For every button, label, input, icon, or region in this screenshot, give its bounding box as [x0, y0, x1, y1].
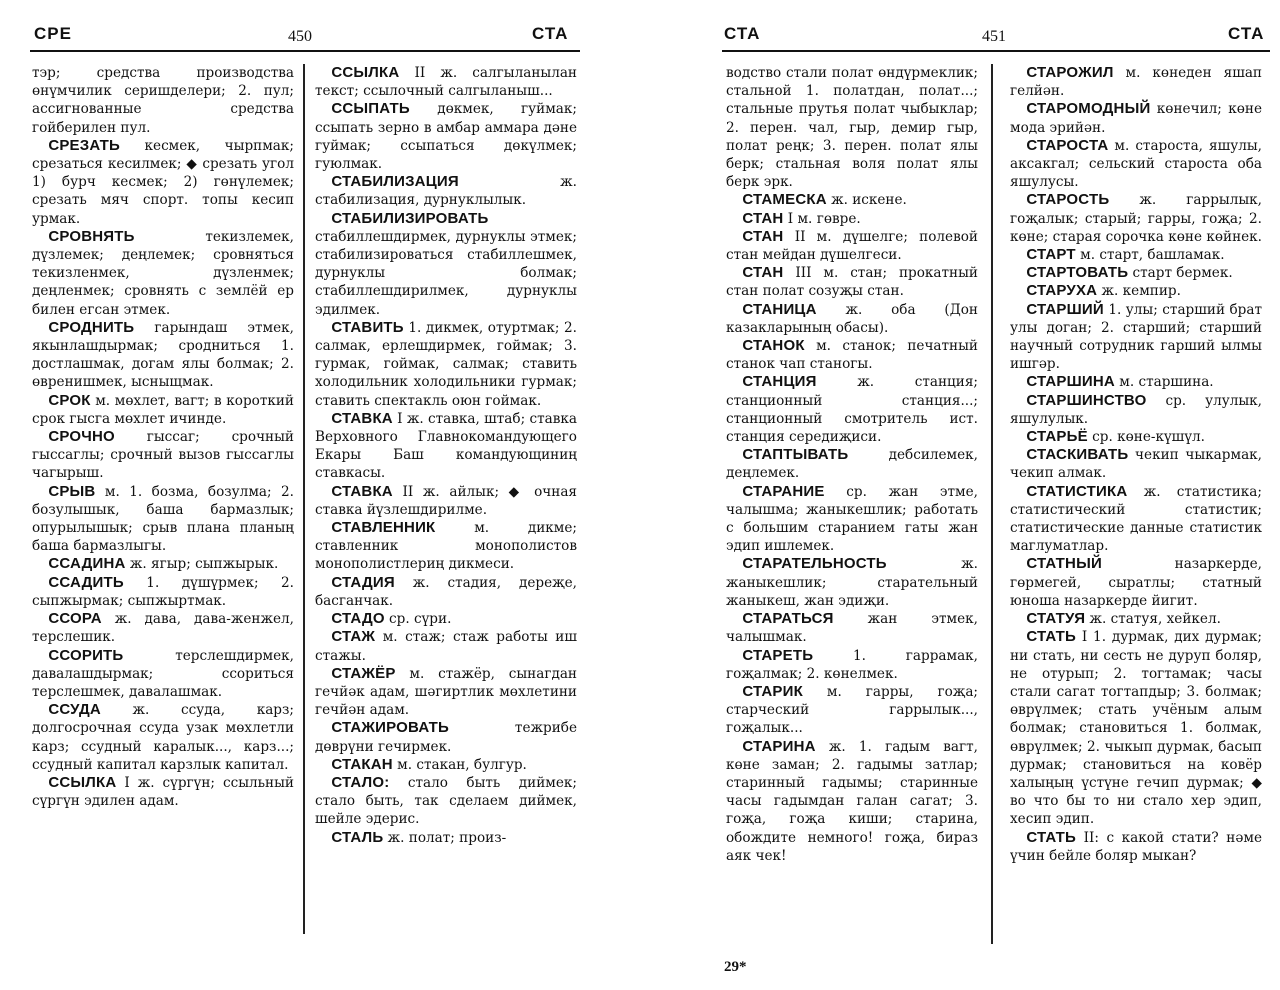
entry-definition: кесмек, чырпмак; срезаться кесилмек; ◆ срезать угол 1) бурч кесмек; 2) гөнүлемек; срезать мяч спорт. топы кесип урмак.: [32, 137, 294, 227]
entry-headword: СТАНИЦА: [742, 300, 817, 318]
entry-headword: СТАРОСТЬ: [1026, 191, 1110, 209]
entry-definition: ср. көне-күшүл.: [1087, 429, 1205, 446]
entry-definition: стало быть диймек; стало быть, так сделаем диймек, шейле эдерис.: [315, 774, 577, 828]
entry-headword: СТАРЬЁ: [1026, 428, 1088, 446]
left-header-right: СТА: [532, 24, 569, 43]
right-column-2: [1010, 64, 1262, 990]
entry-headword: СТАЖ: [331, 628, 376, 646]
dictionary-entry: [726, 555, 978, 610]
entry-headword: СТАВКА: [331, 482, 393, 500]
dictionary-entry: [32, 610, 294, 646]
entry-headword: СТАРАТЕЛЬНОСТЬ: [742, 555, 887, 573]
entry-definition: ж. стадия, дереҗе, басганчак.: [315, 574, 577, 609]
left-column-divider: [303, 64, 305, 934]
dictionary-entry: [726, 373, 978, 446]
dictionary-entry: [726, 647, 978, 683]
dictionary-entry: [1010, 446, 1262, 482]
entry-definition: дөкмек, гуймак; ссыпать зерно в амбар аммара дәне гуймак; ссыпаться дөкүлмек; гуюлмак.: [315, 101, 577, 173]
entry-headword: СРОК: [48, 391, 91, 409]
dictionary-entry: [726, 683, 978, 738]
entry-definition: м. стаж; стаж работы иш стажы.: [315, 629, 577, 664]
entry-headword: ССОРИТЬ: [48, 646, 124, 664]
entry-definition: м. стажёр, сынагдан гечйәк адам, шәгиртлик мөхлетини гечйән адам.: [315, 665, 577, 719]
entry-headword: СТАН: [742, 264, 784, 282]
entry-headword: СТАВКА: [331, 409, 393, 427]
entry-headword: СТАНЦИЯ: [742, 373, 817, 391]
entry-headword: СТАТЬ: [1026, 828, 1077, 846]
entry-headword: СТАН: [742, 209, 784, 227]
entry-definition: тэр; средства производства өнүмчилик серишделери; 2. пул; ассигнованные средства гойберилен пул.: [32, 65, 294, 136]
dictionary-entry: [1010, 137, 1262, 192]
entry-definition: м. дикме; ставленник монополистов монополистлериң дикмеси.: [315, 520, 577, 573]
entry-headword: СТАРШИЙ: [1026, 300, 1104, 318]
dictionary-entry: [726, 191, 978, 209]
dictionary-entry: [726, 483, 978, 556]
entry-headword: СТАРАТЬСЯ: [742, 610, 834, 628]
entry-headword: СТАБИЛИЗИРОВАТЬ: [331, 209, 489, 227]
entry-headword: СТАМЕСКА: [742, 191, 827, 209]
entry-headword: СРОЧНО: [48, 428, 115, 446]
dictionary-entry: [1010, 373, 1262, 391]
dictionary-entry: [32, 701, 294, 774]
entry-headword: ССОРА: [48, 610, 102, 628]
entry-definition: I ж. сүргүн; ссыльный сүргүн эдилен адам.: [32, 774, 294, 810]
entry-definition: ж. статуя, хейкел.: [1085, 611, 1221, 628]
dictionary-entry: [1010, 64, 1262, 100]
entry-definition: м. 1. бозма, бозулма; 2. бозулышык, баша бармазлык; опурылышык; срыв плана планың баша бармазлыгы.: [32, 483, 294, 555]
entry-definition: старт бермек.: [1128, 265, 1233, 282]
dictionary-entry: [32, 428, 294, 483]
entry-headword: СТАРШИНА: [1026, 373, 1115, 391]
right-page-number: 451: [982, 28, 1006, 45]
dictionary-entry: [32, 137, 294, 228]
entry-definition: 1. гаррамак, гоҗалмак; 2. көнелмек.: [726, 647, 978, 682]
dictionary-entry: [726, 210, 978, 228]
dictionary-entry: [726, 264, 978, 300]
dictionary-entry: [315, 756, 577, 774]
entry-headword: СРОВНЯТЬ: [48, 227, 135, 245]
entry-definition: ж. дава, дава-женжел, терслешик.: [32, 611, 294, 646]
entry-headword: СТАВИТЬ: [331, 318, 404, 336]
left-header-left: СРЕ: [34, 24, 72, 43]
entry-definition: м. стакан, булгур.: [392, 756, 527, 773]
right-column-divider: [991, 64, 993, 944]
entry-definition: ж. искене.: [826, 192, 907, 209]
entry-definition: м. көнеден яшап гелйән.: [1010, 65, 1262, 100]
entry-definition: III м. стан; прокатный стан полат созуҗы стан.: [726, 265, 978, 300]
entry-headword: СТАЛЬ: [331, 828, 384, 846]
dictionary-entry: [315, 574, 577, 610]
entry-definition: чекип чыкармак, чекип алмак.: [1010, 447, 1262, 482]
entry-headword: СРЕЗАТЬ: [48, 136, 120, 154]
dictionary-entry: [726, 738, 978, 865]
entry-definition: водство стали полат өндүрмеклик; стальной 1. полатдан, полат...; стальные прутья полат чыбыклар; 2. перен. чал, гыр, демир гыр, полат реңк; 3. перен. полат ялы берк; стальная воля полат ялы берк эрк.: [726, 65, 978, 191]
entry-definition: м. мөхлет, вагт; в короткий срок гысга мөхлет ичинде.: [32, 392, 294, 427]
dictionary-entry: [1010, 392, 1262, 428]
dictionary-entry: [1010, 829, 1262, 865]
entry-headword: СТАРАНИЕ: [742, 482, 825, 500]
entry-headword: СТАРИК: [742, 682, 803, 700]
dictionary-entry: [32, 319, 294, 392]
signature-mark: 29*: [724, 959, 747, 975]
entry-definition: көнечил; көне мода эрийән.: [1010, 101, 1262, 136]
dictionary-entry: [1010, 555, 1262, 610]
dictionary-entry: [1010, 610, 1262, 628]
entry-definition: стабиллешдирмек, дурнуклы этмек; стабилизироваться стабиллешмек, дурнуклы болмак; стабиллешдирилмек, дурнуклы эдилмек.: [315, 228, 577, 318]
dictionary-entry: [315, 628, 577, 664]
dictionary-entry: [315, 210, 577, 319]
entry-headword: ССАДИТЬ: [48, 573, 124, 591]
dictionary-entry: [1010, 628, 1262, 828]
entry-definition: ж. 1. гадым вагт, көне заман; 2. гадымы затлар; старинный гадымы; старинные часы гадымдан галан сагат; 3. гоҗа, гоҗа киши; старина, обождите немного! гоҗа, бираз аяк чек!: [726, 738, 978, 864]
entry-definition: м. гарры, гоҗа; старческий гаррылык..., гоҗалык...: [726, 683, 978, 737]
left-header-rule: [30, 50, 580, 52]
entry-definition: II ж. айлык; ◆ очная ставка йүзлешдирилме.: [315, 483, 577, 518]
entry-definition: гарындаш этмек, якынлашдырмак; сродниться 1. достлашмак, догам ялы болмак; 2. өвренишмек, ысныщмак.: [32, 319, 294, 391]
entry-definition: I 1. дурмак, дих дурмак; ни стать, ни сесть не дуруп боляр, не отурып; 2. тогтамак; часы стали сагат тогтапдыр; 3. болмак; өврүлмек; стать учёным алым болмак; становиться 1. болмак, өврүлмек; 2. чыкып дурмак, басып дурмак; становиться на ковёр халыңың үстүне гечип дурмак; ◆ во что бы то ни стало хер эдип, хесип эдип.: [1010, 629, 1262, 828]
entry-definition: II: с какой стати? нәме үчин бейле боляр мыкан?: [1010, 829, 1262, 864]
entry-headword: СТАНОК: [742, 337, 805, 355]
left-page: [0, 0, 600, 990]
entry-headword: СТАРШИНСТВО: [1026, 391, 1147, 409]
dictionary-entry: [315, 665, 577, 720]
entry-definition: ж. гаррылык, гоҗалык; старый; гарры, гоҗа; 2. көне; старая сорочка көне көйнек.: [1010, 192, 1262, 245]
dictionary-entry: [726, 64, 978, 191]
entry-definition: 1. улы; старший брат улы доган; 2. старший; старший научный сотрудник гарший ылмы ишгәр.: [1010, 301, 1262, 373]
dictionary-entry: [726, 301, 978, 337]
entry-headword: СТАТИСТИКА: [1026, 482, 1128, 500]
entry-definition: ж. ссуда, карз; долгосрочная ссуда узак мөхлетли карз; ссудный каралык..., карз...; ссудный капитал карзлык капитал.: [32, 702, 294, 773]
entry-headword: СТАТЬ: [1026, 628, 1077, 646]
entry-headword: СТАН: [742, 227, 784, 245]
entry-headword: СТАВЛЕННИК: [331, 519, 436, 537]
entry-headword: СТАСКИВАТЬ: [1026, 446, 1129, 464]
dictionary-entry: [315, 519, 577, 574]
entry-headword: СТАРИНА: [742, 737, 816, 755]
entry-headword: СТАЛО:: [331, 773, 390, 791]
entry-headword: СТАТУЯ: [1026, 610, 1086, 628]
entry-headword: СТАРОМОДНЫЙ: [1026, 100, 1151, 118]
entry-headword: СТАРОЖИЛ: [1026, 64, 1114, 81]
dictionary-entry: [315, 173, 577, 209]
entry-definition: дебсилемек, деңлемек.: [726, 447, 978, 482]
entry-headword: СТАДИЯ: [331, 573, 395, 591]
entry-definition: II ж. салгыланылан текст; ссылочный салгыланыш...: [315, 65, 577, 100]
entry-definition: 1. дикмек, отуртмак; 2. салмак, ерлешдирмек, гоймак; 3. гурмак, гоймак, салмак; ставить холодильник холодильники гурмак; ставить спектакль оюн гоймак.: [315, 319, 577, 409]
dictionary-entry: [726, 610, 978, 646]
entry-definition: назаркерде, гөрмегей, сыратлы; статный юноша назаркерде йигит.: [1010, 556, 1262, 609]
entry-definition: ср. жан этме, чалышма; жаныкешлик; работать с большим старанием гаты жан эдип ишлемек.: [726, 483, 978, 555]
entry-definition: ж. кемпир.: [1097, 283, 1181, 300]
dictionary-entry: [726, 337, 978, 373]
entry-definition: терслешдирмек, давалашдырмак; ссориться терслешмек, давалашмак.: [32, 647, 294, 700]
dictionary-entry: [32, 574, 294, 610]
dictionary-entry: [1010, 483, 1262, 556]
entry-definition: жан этмек, чалышмак.: [726, 611, 978, 646]
left-page-number: 450: [288, 28, 312, 45]
entry-headword: СТАДО: [331, 610, 385, 628]
dictionary-entry: [32, 483, 294, 556]
entry-definition: текизлемек, дүзлемек; деңлемек; сровняться текизленмек, дүзленмек; деңленмек; сровнять с землёй ер билен егсан этмек.: [32, 228, 294, 318]
dictionary-entry: [1010, 264, 1262, 282]
entry-headword: СТАПТЫВАТЬ: [742, 446, 849, 464]
dictionary-entry: [32, 228, 294, 319]
entry-headword: СРОДНИТЬ: [48, 318, 135, 336]
dictionary-entry: [1010, 301, 1262, 374]
dictionary-entry: [32, 555, 294, 573]
dictionary-entry: [315, 719, 577, 755]
entry-definition: I ж. ставка, штаб; ставка Верховного Главнокомандующего Екары Баш командующиниң ставкасы.: [315, 410, 577, 482]
entry-definition: м. старт, башламак.: [1075, 247, 1225, 264]
entry-headword: СТАРТОВАТЬ: [1026, 264, 1129, 282]
entry-definition: м. станок; печатный станок чап станогы.: [726, 338, 978, 373]
entry-headword: СТАТНЫЙ: [1026, 555, 1102, 573]
dictionary-entry: [315, 319, 577, 410]
entry-definition: тежрибе дөврүни гечирмек.: [315, 720, 577, 755]
dictionary-entry: [1010, 428, 1262, 446]
dictionary-entry: [315, 483, 577, 519]
entry-definition: ж. жаныкешлик; старательный жаныкеш, жан эдиҗи.: [726, 556, 978, 609]
entry-definition: ср. улулык, яшулулык.: [1010, 392, 1262, 427]
entry-definition: II м. дүшелге; полевой стан мейдан дүшелгеси.: [726, 228, 978, 264]
dictionary-entry: [1010, 191, 1262, 246]
entry-headword: ССУДА: [48, 701, 101, 719]
dictionary-entry: [1010, 100, 1262, 136]
left-column-2: [315, 64, 577, 990]
dictionary-entry: [315, 774, 577, 829]
entry-headword: ССЫЛКА: [331, 64, 400, 81]
dictionary-entry: [315, 64, 577, 100]
dictionary-entry: [32, 647, 294, 702]
dictionary-entry: [1010, 246, 1262, 264]
dictionary-entry: [32, 774, 294, 810]
entry-definition: ж. полат; произ-: [383, 829, 507, 846]
entry-headword: СТАРТ: [1026, 246, 1076, 264]
dictionary-entry: [1010, 282, 1262, 300]
entry-definition: 1. дүшүрмек; 2. сыпжырмак; сыпжыртмак.: [32, 574, 294, 609]
dictionary-entry: [315, 610, 577, 628]
right-column-1: [726, 64, 978, 948]
dictionary-entry: [726, 228, 978, 264]
right-page: [640, 0, 1280, 990]
right-header-left: СТА: [724, 24, 761, 43]
entry-headword: ССЫЛКА: [48, 773, 117, 791]
entry-headword: СТАРУХА: [1026, 282, 1098, 300]
right-header-right: СТА: [1228, 24, 1265, 43]
entry-definition: ж. статистика; статистический статистик; статистические данные статистик маглуматлар.: [1010, 483, 1262, 555]
entry-definition: м. староста, яшулы, аксакгал; сельский староста оба яшулусы.: [1010, 137, 1262, 191]
entry-headword: СТАЖИРОВАТЬ: [331, 719, 449, 737]
dictionary-entry: [32, 64, 294, 137]
entry-definition: I м. гөвре.: [783, 210, 861, 227]
entry-headword: СРЫВ: [48, 482, 96, 500]
right-header-rule: [722, 50, 1270, 52]
entry-headword: СТАБИЛИЗАЦИЯ: [331, 173, 459, 191]
entry-definition: ж. стабилизация, дурнуклылык.: [315, 174, 577, 209]
entry-definition: ж. ягыр; сыпжырык.: [125, 556, 279, 573]
entry-definition: ж. оба (Дон казакларының обасы).: [726, 301, 978, 336]
dictionary-entry: [32, 392, 294, 428]
entry-headword: ССЫПАТЬ: [331, 100, 410, 118]
entry-headword: ССАДИНА: [48, 555, 126, 573]
entry-headword: СТАЖЁР: [331, 664, 396, 682]
dictionary-entry: [726, 446, 978, 482]
left-column-1: [32, 64, 294, 990]
entry-definition: м. старшина.: [1114, 374, 1214, 391]
entry-headword: СТАРЕТЬ: [742, 646, 814, 664]
dictionary-entry: [315, 410, 577, 483]
dictionary-entry: [315, 829, 577, 847]
entry-headword: СТАКАН: [331, 755, 393, 773]
dictionary-entry: [315, 100, 577, 173]
entry-definition: ж. станция; станционный станция...; станционный смотритель ист. станция середиҗиси.: [726, 374, 978, 446]
entry-headword: СТАРОСТА: [1026, 136, 1109, 154]
entry-definition: ср. сүри.: [384, 611, 452, 628]
entry-definition: гыссаг; срочный гыссаглы; срочный вызов гыссаглы чагырыш.: [32, 429, 294, 482]
